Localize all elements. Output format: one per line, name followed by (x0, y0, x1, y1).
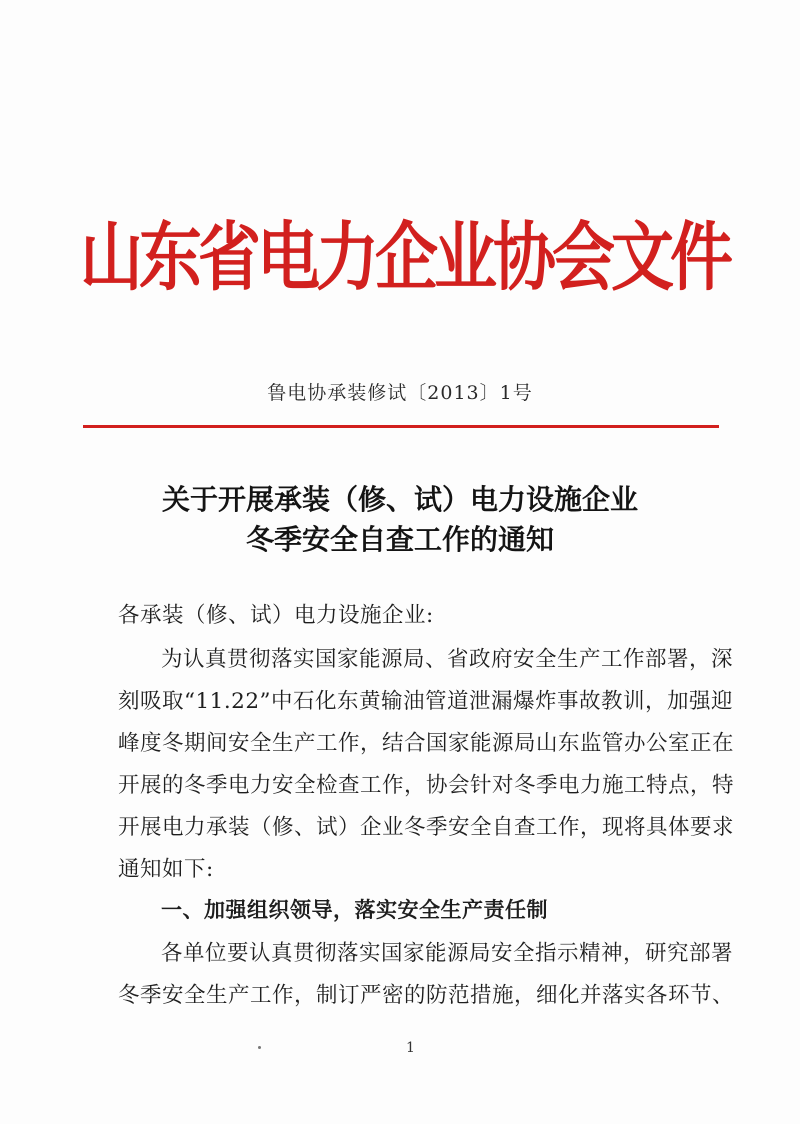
paragraph-line: 通知如下: (118, 857, 214, 882)
paragraph-line: 各单位要认真贯彻落实国家能源局安全指示精神，研究部署 (161, 941, 734, 966)
scan-speck (258, 1046, 261, 1049)
page-number: 1 (406, 1040, 415, 1056)
paragraph-line: 开展电力承装（修、试）企业冬季安全自查工作，现将具体要求 (118, 815, 735, 840)
paragraph-line: 冬季安全生产工作，制订严密的防范措施，细化并落实各环节、 (118, 983, 735, 1008)
paragraph-line: 刻吸取“11.22”中石化东黄输油管道泄漏爆炸事故教训，加强迎 (118, 689, 734, 714)
paragraph-line: 为认真贯彻落实国家能源局、省政府安全生产工作部署，深 (161, 647, 734, 672)
notice-title-line-2: 冬季安全自查工作的通知 (245, 523, 554, 556)
document-header-title: 山东省电力企业协会文件 (80, 214, 729, 301)
section-heading-1: 一、加强组织领导，落实安全生产责任制 (161, 898, 548, 922)
paragraph-line: 峰度冬期间安全生产工作，结合国家能源局山东监管办公室正在 (118, 731, 735, 756)
notice-title-line-1: 关于开展承装（修、试）电力设施企业 (161, 483, 638, 516)
salutation: 各承装（修、试）电力设施企业: (118, 603, 434, 628)
red-divider-line (83, 425, 719, 428)
document-number: 鲁电协承装修试〔2013〕1号 (267, 382, 533, 404)
paragraph-line: 开展的冬季电力安全检查工作，协会针对冬季电力施工特点，特 (118, 773, 735, 798)
